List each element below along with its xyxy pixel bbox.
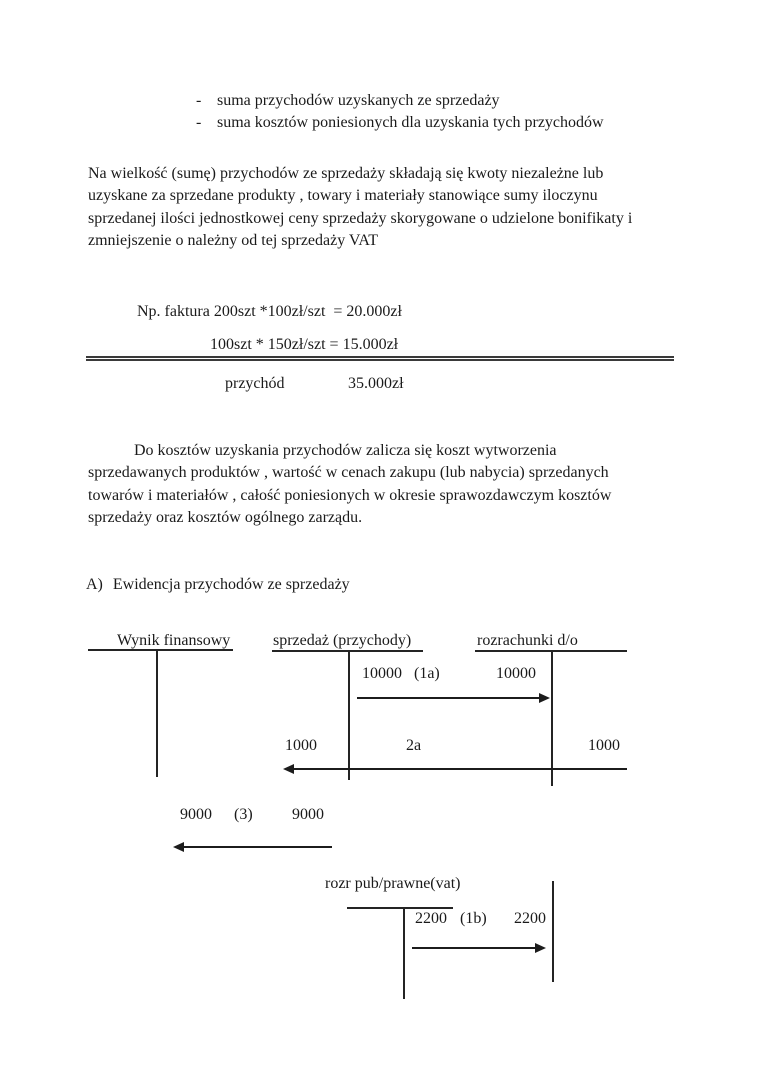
bullet-list (196, 90, 604, 133)
amount-2a-credit-rozrachunki: 1000 (588, 737, 620, 754)
example-line-1: Np. faktura 200szt *100zł/szt = 20.000zł (137, 303, 402, 320)
paragraph-line: zmniejszenie o należny od tej sprzedaży VAT (88, 232, 378, 250)
posting-ref-3: (3) (234, 806, 253, 823)
example-line-2: 100szt * 150zł/szt = 15.000zł (210, 336, 399, 353)
account-topline-wynik (88, 649, 233, 651)
example-result-label: przychód (225, 375, 285, 392)
amount-3-credit-wynik: 9000 (180, 806, 212, 823)
bullet-item (196, 112, 604, 134)
amount-3-debit-sprzedaz: 9000 (292, 806, 324, 823)
paragraph-revenue (88, 163, 688, 253)
paragraph-costs (88, 440, 688, 530)
bullet-dash: - (196, 113, 202, 131)
account-label-rozrachunki: rozrachunki d/o (477, 632, 578, 649)
amount-1a-debit-rozrachunki: 10000 (496, 665, 536, 682)
account-vline-rozrachunki-lower (552, 881, 554, 982)
posting-arrow-1b (412, 947, 535, 949)
posting-arrow-1a (357, 697, 539, 699)
posting-ref-1b: (1b) (460, 910, 487, 927)
account-topline-vat (347, 907, 453, 909)
posting-arrow-2a (294, 768, 627, 770)
bullet-text: suma kosztów poniesionych dla uzyskania tych przychodów (217, 113, 604, 131)
account-label-sprzedaz: sprzedaż (przychody) (273, 632, 412, 649)
bullet-dash: - (196, 92, 202, 109)
account-vline-sprzedaz (348, 651, 350, 780)
double-rule (86, 356, 674, 361)
account-label-vat: rozr pub/prawne(vat) (325, 875, 461, 892)
paragraph-line: sprzedawanych produktów , wartość w cenach zakupu (lub nabycia) sprzedanych (88, 464, 609, 482)
paragraph-line: sprzedaży oraz kosztów ogólnego zarządu. (88, 509, 363, 527)
paragraph-line: uzyskane za sprzedane produkty , towary i materiały stanowiące sumy iloczynu (88, 187, 598, 205)
amount-1a-credit-sprzedaz: 10000 (362, 665, 402, 682)
posting-ref-2a: 2a (406, 737, 422, 754)
account-label-wynik-finansowy: Wynik finansowy (117, 632, 231, 649)
example-result-value: 35.000zł (348, 375, 404, 392)
paragraph-line: Na wielkość (sumę) przychodów ze sprzedaży składają się kwoty niezależne lub (88, 165, 604, 182)
bullet-text: suma przychodów uzyskanych ze sprzedaży (217, 92, 500, 109)
bullet-item (196, 90, 604, 112)
account-vline-rozrachunki (551, 651, 553, 786)
posting-arrow-3 (184, 846, 332, 848)
section-heading (86, 576, 350, 594)
posting-ref-1a: (1a) (414, 665, 440, 682)
section-marker: A) (86, 576, 103, 593)
amount-1b-credit-vat: 2200 (415, 910, 447, 927)
paragraph-line: towarów i materiałów , całość poniesionych w okresie sprawozdawczym kosztów (88, 486, 612, 504)
account-vline-wynik (156, 650, 158, 777)
section-title: Ewidencja przychodów ze sprzedaży (112, 576, 350, 593)
account-vline-vat (403, 908, 405, 999)
paragraph-line: sprzedanej ilości jednostkowej ceny sprzedaży skorygowane o udzielone bonifikaty i (88, 209, 633, 227)
paragraph-line: Do kosztów uzyskania przychodów zalicza się koszt wytworzenia (134, 442, 557, 459)
amount-1b-debit-rozrachunki: 2200 (514, 910, 546, 927)
amount-2a-debit-sprzedaz: 1000 (285, 737, 317, 754)
